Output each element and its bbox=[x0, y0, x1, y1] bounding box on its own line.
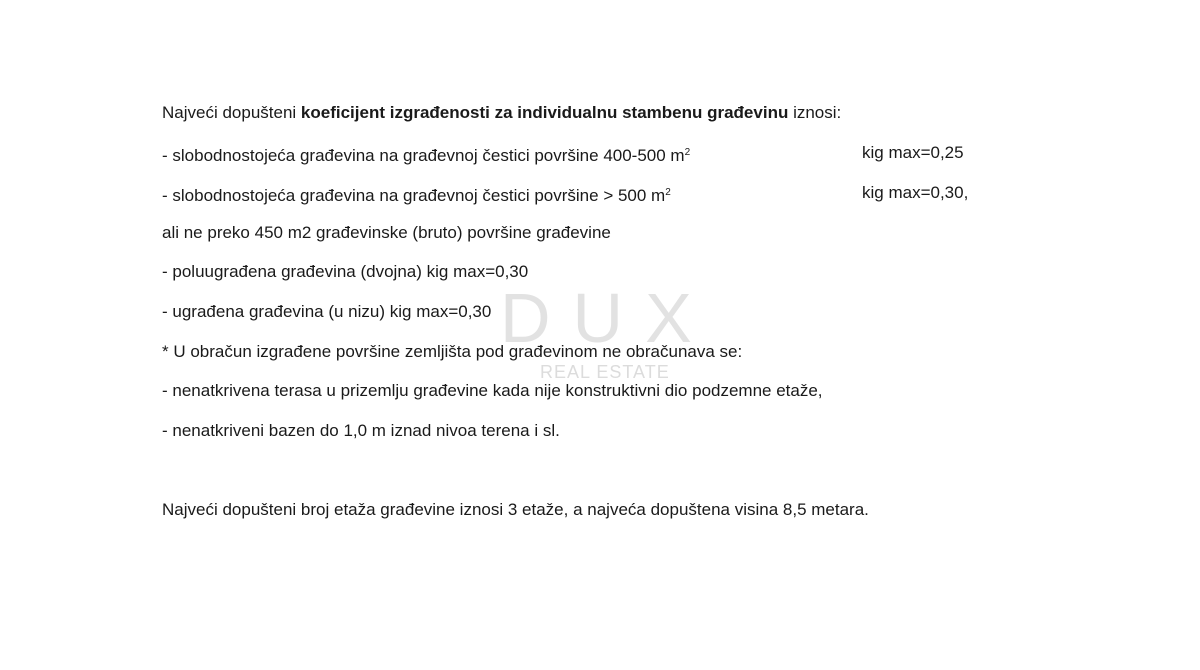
text-line: Najveći dopušteni broj etaža građevine iznosi 3 etaže, a najveća dopuštena visina 8,5 metara. bbox=[162, 500, 869, 519]
list-item: - ugrađena građevina (u nizu) kig max=0,30 bbox=[162, 302, 492, 321]
kig-value: kig max=0,30, bbox=[862, 183, 969, 202]
list-item bbox=[162, 183, 969, 206]
superscript: 2 bbox=[684, 147, 691, 158]
superscript: 2 bbox=[665, 187, 671, 198]
kig-value: kig max=0,25 bbox=[862, 143, 964, 162]
watermark-logo: DUX bbox=[500, 279, 714, 357]
list-item: - poluugrađena građevina (dvojna) kig max=0,30 bbox=[162, 262, 529, 281]
list-item: - nenatkriveni bazen do 1,0 m iznad nivoa terena i sl. bbox=[162, 421, 560, 440]
heading-line bbox=[162, 103, 841, 123]
list-item bbox=[162, 143, 964, 166]
text: - slobodnostojeća građevina na građevnoj čestici površine > 500 m bbox=[162, 186, 666, 205]
text: - slobodnostojeća građevina na građevnoj čestici površine 400-500 m bbox=[162, 146, 685, 165]
text-line: ali ne preko 450 m2 građevinske (bruto) površine građevine bbox=[162, 223, 611, 242]
list-item: - nenatkrivena terasa u prizemlju građevine kada nije konstruktivni dio podzemne etaže, bbox=[162, 381, 823, 400]
watermark-subtitle: REAL ESTATE bbox=[540, 362, 670, 382]
text: Najveći dopušteni bbox=[162, 103, 301, 122]
bold-text: koeficijent izgrađenosti za individualnu stambenu građevinu bbox=[300, 103, 789, 122]
note-line: * U obračun izgrađene površine zemljišta pod građevinom ne obračunava se: bbox=[162, 342, 743, 361]
text: iznosi: bbox=[788, 103, 842, 122]
